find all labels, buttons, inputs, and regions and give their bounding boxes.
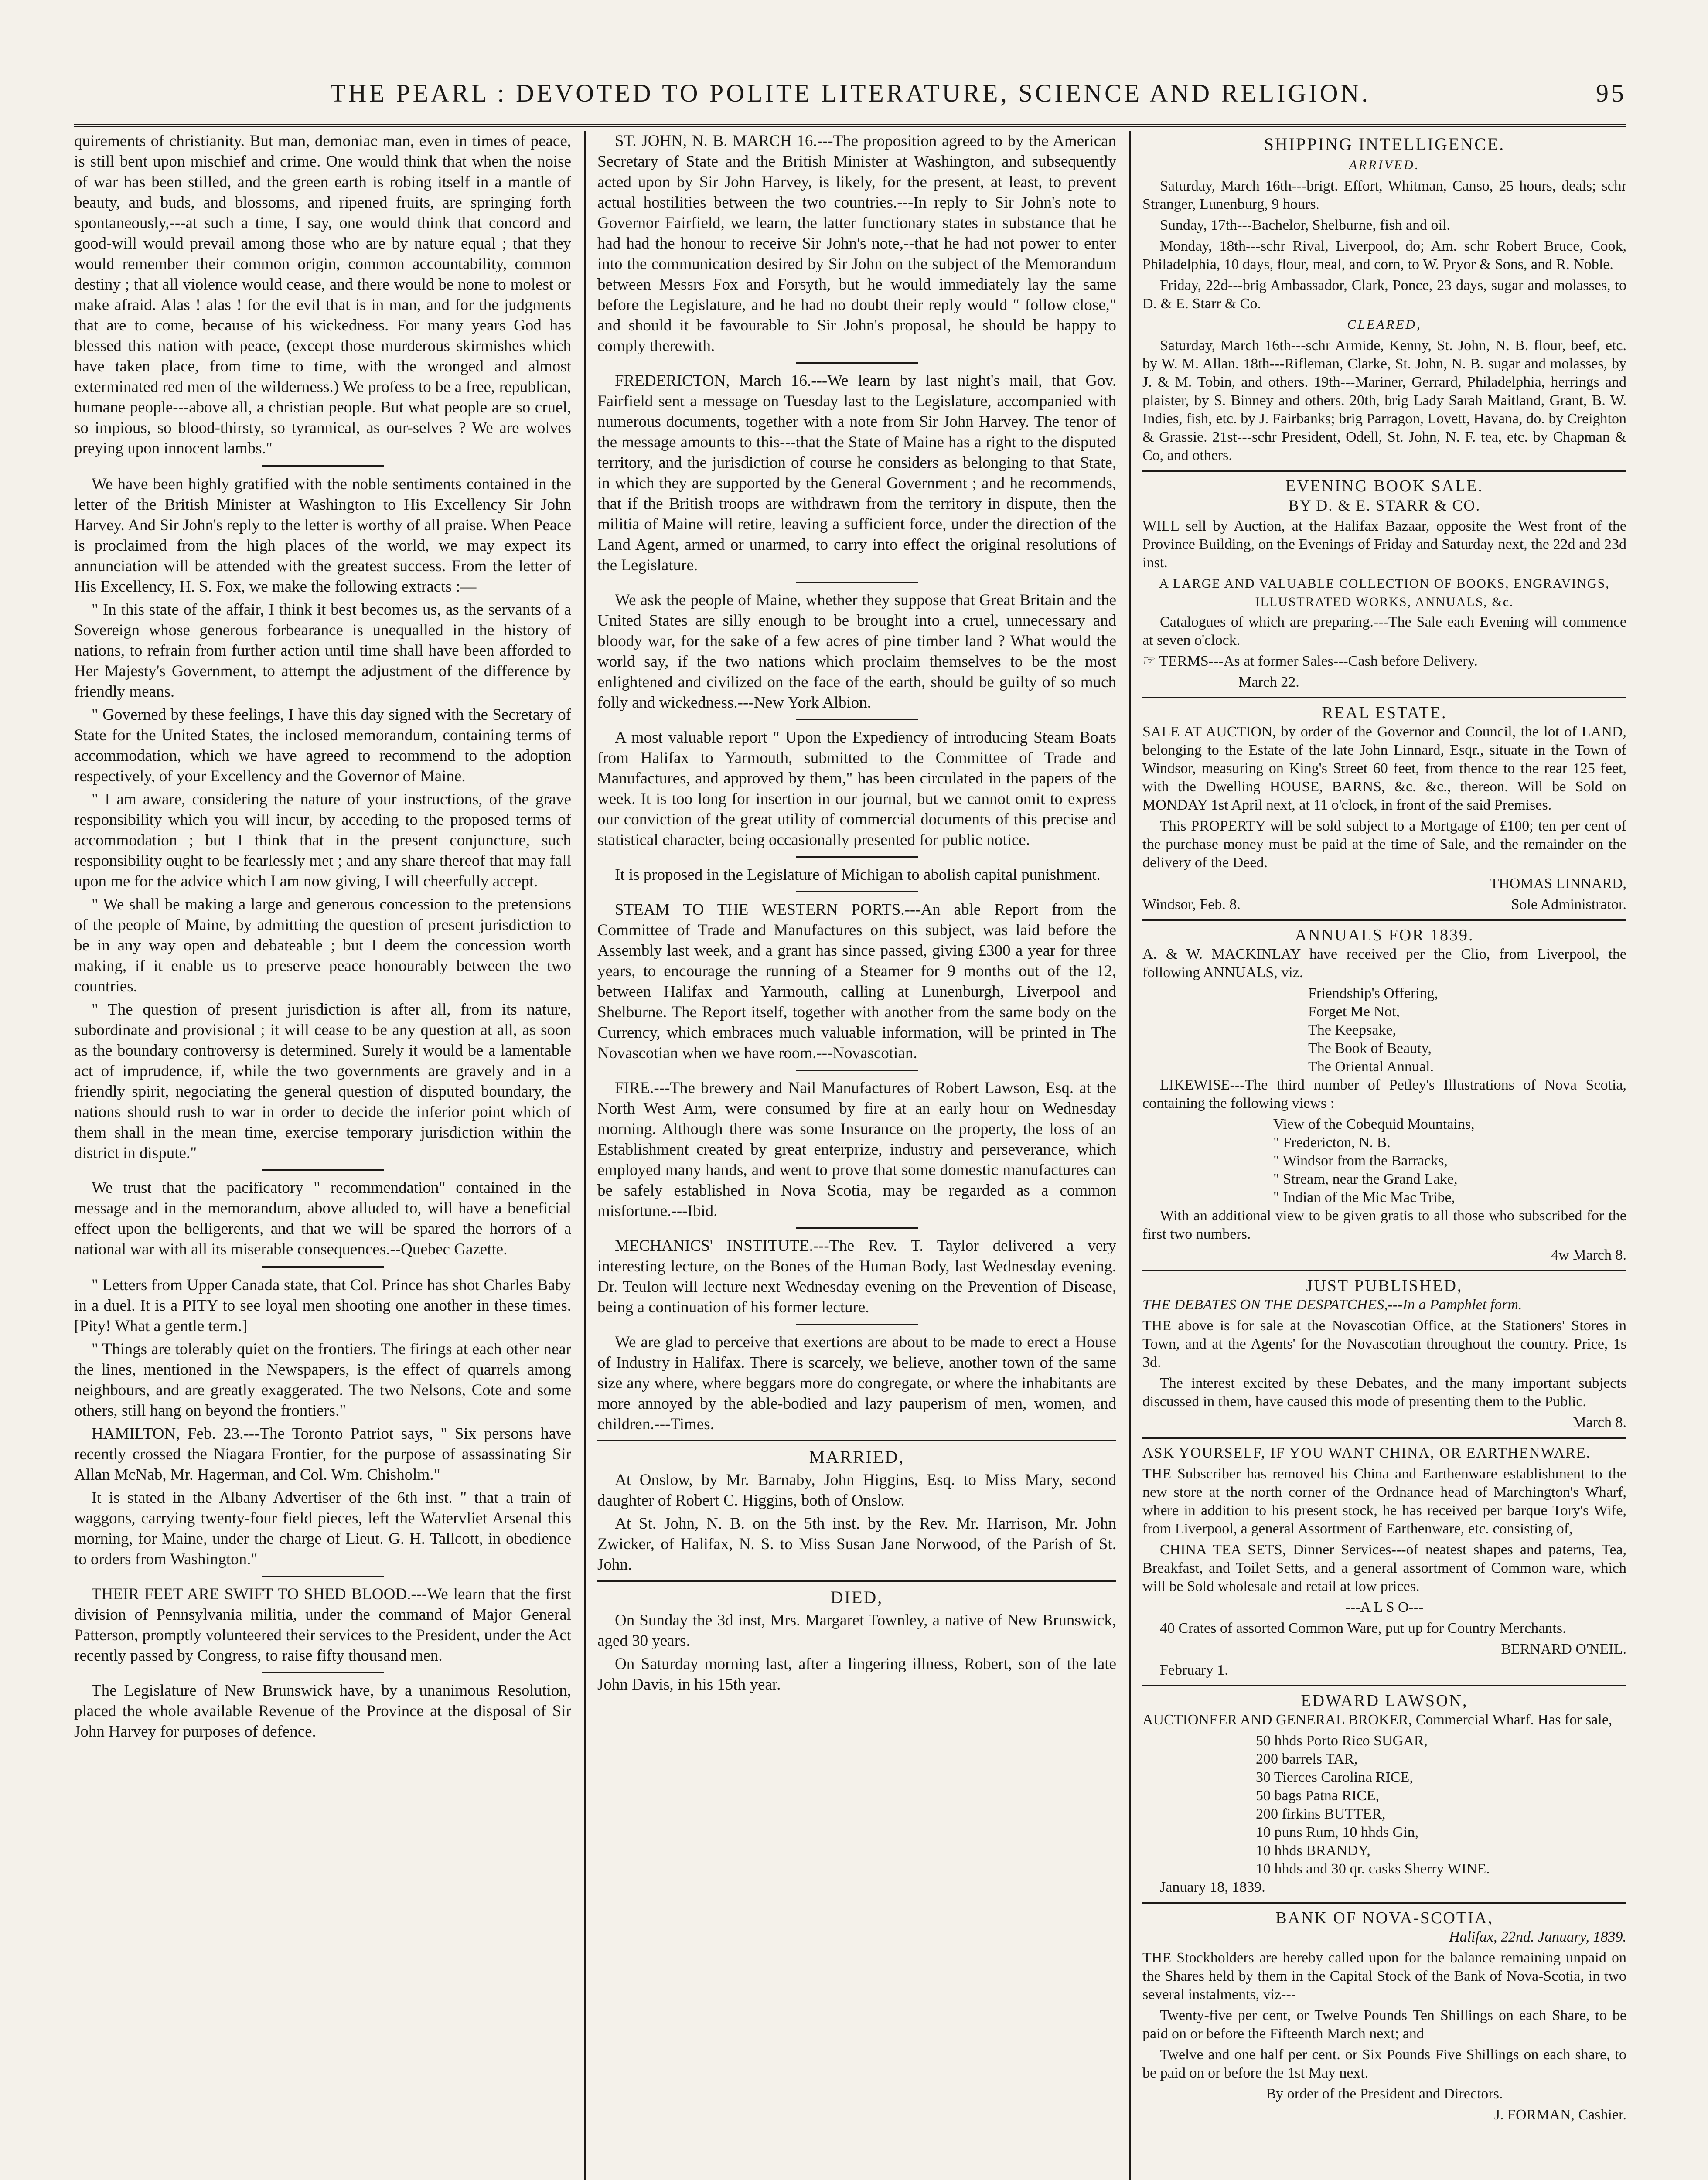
ad-paragraph: CHINA TEA SETS, Dinner Services---of neatest shapes and paterns, Tea, Breakfast, and Toilet Setts, and a general assortment of Common ware, which will be Sold wholesale and retail at low prices.: [1142, 1542, 1626, 1594]
article-paragraph: ST. JOHN, N. B. MARCH 16.---The proposition agreed to by the American Secretary of State and the British Minister at Washington, and subsequently acted upon by Sir John Harvey, is likely, for the present, at least, to prevent actual hostilities between the two countries.---In reply to Sir John's note to Governor Fairfield, we learn, the latter functionary states in substance that he had had the honour to receive Sir John's note,--that he had not power to enter into the communication desired by Sir John on the subject of the Memorandum between Messrs Fox and Forsyth, but he would immediately lay the same before the Legislature, and he had no doubt their reply would " follow close," and should it be favourable to Sir John's proposal, he should be happy to comply therewith.: [597, 132, 1116, 355]
masthead-title: THE PEARL : DEVOTED TO POLITE LITERATURE, SCIENCE AND RELIGION.: [330, 79, 1370, 107]
separator: [796, 1324, 918, 1325]
notice-paragraph: On Sunday the 3d inst, Mrs. Margaret Townley, a native of New Brunswick, aged 30 years.: [597, 1611, 1116, 1650]
ad-date: January 18, 1839.: [1160, 1879, 1265, 1895]
ad-signature: BERNARD O'NEIL.: [1501, 1641, 1626, 1657]
ad-paragraph: SALE AT AUCTION, by order of the Governor and Council, the lot of LAND, belonging to the Estate of the late John Linnard, Esqr., situate in the Town of Windsor, measuring on King's Street 60 feet, from thence to the rear 125 feet, with the Dwelling HOUSE, BARNS, &c. &c., thereon. Will be Sold on MONDAY 1st April next, at 11 o'clock, in front of the said Premises.: [1142, 724, 1626, 813]
separator: [796, 891, 918, 892]
just-published-title: JUST PUBLISHED,: [1306, 1277, 1463, 1295]
ad-paragraph: Catalogues of which are preparing.---The Sale each Evening will commence at seven o'clock.: [1142, 614, 1626, 648]
article-paragraph: A most valuable report " Upon the Expediency of introducing Steam Boats from Halifax to Yarmouth, submitted to the Committee of Trade and Manufactures, and approved by them," has been circulated in the papers of the week. It is too long for insertion in our journal, but we cannot omit to express our conviction of the great utility of commercial documents of this precise and statistical character, being occasionally presented for public notice.: [597, 729, 1116, 849]
ad-paragraph: Twenty-five per cent, or Twelve Pounds Ten Shillings on each Share, to be paid on or before the Fifteenth March next; and: [1142, 2007, 1626, 2042]
list-item: 10 hhds and 30 qr. casks Sherry WINE.: [1256, 1861, 1490, 1877]
list-item: " Indian of the Mic Mac Tribe,: [1273, 1189, 1456, 1206]
ad-terms: ☞ TERMS---As at former Sales---Cash before Delivery.: [1142, 653, 1478, 669]
views-list: [1142, 1115, 1626, 1207]
list-item: 10 puns Rum, 10 hhds Gin,: [1256, 1824, 1419, 1840]
article-paragraph: " We shall be making a large and generous concession to the pretensions of the people of Maine, by admitting the question of present jurisdiction to be in any way open and debateable ; but I deem the concession worth making, if it enable us to preserve peace honourably between the two countries.: [74, 896, 571, 995]
annuals-list: [1142, 984, 1626, 1076]
shipping-entry: Saturday, March 16th---schr Armide, Kenny, St. John, N. B. flour, beef, etc. by W. M. Allan. 18th---Rifleman, Clarke, St. John, N. B. sugar and molasses, by J. & M. Tobin, and others. 19th---Mariner, Gerrard, Philadelphia, herrings and plaister, by S. Binney and others. 20th, brig Lady Sarah Maitland, Grant, B. W. Indies, fish, etc. by J. Fairbanks; brig Parragon, Lovett, Havana, do. by Creighton & Grassie. 21st---schr President, Odell, St. John, N. F. tea, etc. by Chapman & Co, and others.: [1142, 337, 1626, 463]
ad-paragraph: WILL sell by Auction, at the Halifax Bazaar, opposite the West front of the Province Building, on the Evenings of Friday and Saturday next, the 22d and 23d inst.: [1142, 518, 1626, 571]
article-paragraph: quirements of christianity. But man, demoniac man, even in times of peace, is still bent upon mischief and crime. One would think that when the noise of war has been stilled, and the green earth is robing itself in a mantle of beauty, and buds, and blossoms, and ripened fruits, are springing forth spontaneously,---at such a time, I say, one would think that concord and good-will would prevail among those who are by nature equal ; that they would remember their common origin, common accountability, common destiny ; that all violence would cease, and there would be none to molest or make afraid. Alas ! alas ! for the evil that is in man, and for the judgments that are to come, because of his wickedness. For many years God has blessed this nation with peace, (except those murderous skirmishes which have taken place, from time to time, with the wronged and almost exterminated red men of the wilderness.) We profess to be a free, republican, humane people---above all, a christian people. But what people are so cruel, so impious, so blood-thirsty, so tyrannical, as our-selves ? We are wolves preying upon innocent lambs.": [74, 132, 571, 457]
lawson-title: EDWARD LAWSON,: [1301, 1692, 1468, 1710]
evening-sale-title: EVENING BOOK SALE.: [1285, 477, 1484, 495]
ad-place-date: Windsor, Feb. 8.: [1142, 896, 1241, 913]
list-item: 200 firkins BUTTER,: [1256, 1806, 1386, 1822]
article-paragraph: " I am aware, considering the nature of your instructions, of the grave responsibility which you will incur, by acceding to the proposed terms of accommodation ; but I think that in the present conjuncture, such responsibility ought to be fearlessly met ; and any share thereof that may fall upon me for the advice which I am now giving, I will cheerfully accept.: [74, 790, 571, 890]
section-rule: [1142, 697, 1626, 698]
ad-paragraph: This PROPERTY will be sold subject to a Mortgage of £100; ten per cent of the purchase money must be paid at the time of Sale, and the remainder on the delivery of the Deed.: [1142, 818, 1626, 871]
article-paragraph: We are glad to perceive that exertions are about to be made to erect a House of Industry in Halifax. There is scarcely, we believe, another town of the same size any where, where beggars more do congregate, or where the inhabitants are more annoyed by the able-bodied and lazy pauperism of men, women, and children.---Times.: [597, 1333, 1116, 1433]
article-paragraph: " Things are tolerably quiet on the frontiers. The firings at each other near the lines, mentioned in the Newspapers, is the effect of quarrels among neighbours, and are greatly exaggerated. The two Nelsons, Cote and some others, still hang on beyond the frontiers.": [74, 1340, 571, 1420]
list-item: " Fredericton, N. B.: [1273, 1134, 1391, 1151]
list-item: 200 barrels TAR,: [1256, 1751, 1358, 1767]
article-paragraph: FIRE.---The brewery and Nail Manufactures of Robert Lawson, Esq. at the North West Arm, were consumed by fire at an early hour on Wednesday morning. Although there was some Insurance on the property, the loss of an Establishment created by great enterprize, industry and perseverance, which employed many hands, and went to prove that some domestic manufactures can be safely established in Nova Scotia, may be regarded as a common misfortune.---Ibid.: [597, 1079, 1116, 1220]
evening-sale-by: BY D. & E. STARR & CO.: [1288, 497, 1481, 514]
annuals-title: ANNUALS FOR 1839.: [1295, 926, 1474, 944]
article-paragraph: " The question of present jurisdiction is after all, from its nature, subordinate and provisional ; it will cease to be any question at all, as soon as the boundary controversy is determined. Surely it would be a lamentable act of imprudence, if, while the two governments are gravely and in a friendly spirit, negociating the general question of disputed boundary, the nations should rush to war in order to decide the inferior point which of them shall in the mean time, exercise temporary jurisdiction within the district in dispute.": [74, 1001, 571, 1162]
list-item: 30 Tierces Carolina RICE,: [1256, 1769, 1413, 1785]
ad-paragraph: 40 Crates of assorted Common Ware, put up for Country Merchants.: [1160, 1620, 1566, 1636]
ad-paragraph: Twelve and one half per cent. or Six Pounds Five Shillings on each share, to be paid on or before the 1st May next.: [1142, 2047, 1626, 2081]
separator: [796, 582, 918, 583]
masthead-rule: [74, 124, 1626, 127]
real-estate-title: REAL ESTATE.: [1322, 704, 1447, 722]
separator: [796, 362, 918, 364]
column-divider-1: [584, 131, 586, 2180]
section-rule: [1142, 1437, 1626, 1439]
column-divider-2: [1129, 131, 1131, 2180]
ad-date: March 8.: [1573, 1414, 1626, 1431]
article-paragraph: STEAM TO THE WESTERN PORTS.---An able Report from the Committee of Trade and Manufactures on this subject, was laid before the Assembly last week, and a grant has since passed, giving £300 a year for three years, to encourage the running of a Steamer for 9 months out of the 12, between Halifax and Yarmouth, calling at Lunenburgh, Liverpool and Shelburne. The Report itself, together with another from the same body on the Currency, which embraces much valuable information, will be printed in The Novascotian when we have room.---Novascotian.: [597, 901, 1116, 1062]
married-heading: MARRIED,: [809, 1447, 905, 1467]
separator: [262, 1672, 384, 1673]
section-rule: [1142, 470, 1626, 472]
ad-paragraph: THE Stockholders are hereby called upon for the balance remaining unpaid on the Shares held by them in the Capital Stock of the Bank of Nova-Scotia, in two several instalments, viz---: [1142, 1950, 1626, 2003]
separator: [262, 465, 384, 467]
ad-date: Halifax, 22nd. January, 1839.: [1449, 1929, 1626, 1945]
ad-paragraph: With an additional view to be given gratis to all those who subscribed for the first two numbers.: [1142, 1208, 1626, 1242]
ad-caps-line: A LARGE AND VALUABLE COLLECTION OF BOOKS, ENGRAVINGS, ILLUSTRATED WORKS, ANNUALS, &c.: [1159, 576, 1610, 609]
article-paragraph: We trust that the pacificatory " recommendation" contained in the message and in the memorandum, above alluded to, will have a beneficial effect upon the belligerents, and that we will be spared the horrors of a national war with all its miserable consequences.--Quebec Gazette.: [74, 1179, 571, 1258]
separator: [262, 1169, 384, 1171]
list-item: Friendship's Offering,: [1308, 985, 1439, 1001]
ad-paragraph: THE Subscriber has removed his China and Earthenware establishment to the new store at the north corner of the Ordnance head of Marchington's Wharf, where in addition to his present stock, he has received per barque Tory's Wife, from Liverpool, a general Assortment of Earthenware, etc. consisting of,: [1142, 1466, 1626, 1537]
ad-date: 4w March 8.: [1551, 1247, 1626, 1263]
article-paragraph: THEIR FEET ARE SWIFT TO SHED BLOOD.---We learn that the first division of Pennsylvania militia, under the command of Major General Patterson, promptly volunteered their services to the President, under the Act recently passed by Congress, to raise fifty thousand men.: [74, 1585, 571, 1665]
list-item: Forget Me Not,: [1308, 1004, 1400, 1020]
notice-paragraph: On Saturday morning last, after a lingering illness, Robert, son of the late John Davis, in his 15th year.: [597, 1655, 1116, 1693]
list-item: View of the Cobequid Mountains,: [1273, 1116, 1475, 1132]
article-paragraph: We ask the people of Maine, whether they suppose that Great Britain and the United States are silly enough to be brought into a cruel, unnecessary and bloody war, for the sake of a few acres of pine timber land ? What would the world say, if the two nations which proclaim themselves to be the most enlightened and civilized on the face of the earth, should be guilty of so much folly and wickedness.---New York Albion.: [597, 591, 1116, 712]
section-rule: [1142, 1685, 1626, 1686]
article-paragraph: HAMILTON, Feb. 23.---The Toronto Patriot says, " Six persons have recently crossed the Niagara Frontier, for the purpose of assassinating Sir Allan McNab, Mr. Hagerman, and Col. Wm. Chisholm.": [74, 1425, 571, 1484]
ad-paragraph: LIKEWISE---The third number of Petley's Illustrations of Nova Scotia, containing the following views :: [1142, 1077, 1626, 1111]
section-rule: [1142, 1902, 1626, 1904]
ad-paragraph: THE above is for sale at the Novascotian Office, at the Stationers' Stores in Town, and at the Agents' for the Novascotian throughout the country. Price, 1s 3d.: [1142, 1318, 1626, 1370]
article-paragraph: We have been highly gratified with the noble sentiments contained in the letter of the British Minister at Washington to His Excellency Sir John Harvey. And Sir John's reply to the letter is worthy of all praise. When Peace is proclaimed from the high places of the world, we may expect its annunciation will be attended with the greatest success. From the letter of His Excellency, H. S. Fox, we make the following extracts :—: [74, 475, 571, 596]
section-rule: [1142, 1270, 1626, 1271]
ad-signature: THOMAS LINNARD,: [1490, 875, 1626, 892]
page-number: 95: [1596, 79, 1626, 107]
ad-footer: [1142, 896, 1626, 914]
shipping-entry: Saturday, March 16th---brigt. Effort, Whitman, Canso, 25 hours, deals; schr Stranger, Lunenburg, 9 hours.: [1142, 178, 1626, 212]
separator: [796, 856, 918, 858]
list-item: 50 hhds Porto Rico SUGAR,: [1256, 1733, 1428, 1749]
article-paragraph: MECHANICS' INSTITUTE.---The Rev. T. Taylor delivered a very interesting lecture, on the Bones of the Human Body, last Wednesday evening. Dr. Teulon will lecture next Wednesday evening on the Prevention of Disease, being a continuation of his former lecture.: [597, 1237, 1116, 1316]
shipping-entry: Friday, 22d---brig Ambassador, Clark, Ponce, 23 days, sugar and molasses, to D. & E. Starr & Co.: [1142, 277, 1626, 312]
died-heading: DIED,: [830, 1587, 883, 1607]
column-1: [74, 131, 571, 2180]
section-rule: [597, 1580, 1116, 1582]
list-item: The Keepsake,: [1308, 1022, 1397, 1038]
list-item: The Book of Beauty,: [1308, 1040, 1432, 1056]
ad-signature: J. FORMAN, Cashier.: [1494, 2107, 1626, 2123]
arrived-heading: ARRIVED.: [1349, 158, 1420, 172]
column-2: [597, 131, 1116, 2180]
column-3: [1142, 131, 1626, 2180]
article-paragraph: " Letters from Upper Canada state, that Col. Prince has shot Charles Baby in a duel. It is a PITY to see loyal men shooting one another in these times. [Pity! What a gentle term.]: [74, 1276, 571, 1335]
ad-role: Sole Administrator.: [1511, 896, 1626, 913]
goods-list: [1142, 1732, 1626, 1878]
article-paragraph: It is proposed in the Legislature of Michigan to abolish capital punishment.: [615, 866, 1101, 884]
ad-paragraph: The interest excited by these Debates, and the many important subjects discussed in them, have caused this mode of presenting them to the Public.: [1142, 1375, 1626, 1410]
article-paragraph: It is stated in the Albany Advertiser of the 6th inst. " that a train of waggons, carrying twenty-four field pieces, left the Watervliet Arsenal this morning, for Maine, under the charge of Lieut. G. H. Tallcott, in obedience to orders from Washington.": [74, 1489, 571, 1568]
ad-order: By order of the President and Directors.: [1266, 2086, 1503, 2102]
notice-paragraph: At Onslow, by Mr. Barnaby, John Higgins, Esq. to Miss Mary, second daughter of Robert C. Higgins, both of Onslow.: [597, 1471, 1116, 1509]
separator: [796, 1227, 918, 1229]
separator: [796, 1070, 918, 1071]
list-item: " Windsor from the Barracks,: [1273, 1153, 1448, 1169]
article-paragraph: FREDERICTON, March 16.---We learn by last night's mail, that Gov. Fairfield sent a message on Tuesday last to the Legislature, accompanied with numerous documents, together with a note from Sir John Harvey. The tenor of the message amounts to this---that the State of Maine has a right to the disputed territory, and the jurisdiction of course he considers as belonging to that State, in which they are supported by the General Government ; and he recommends, that if the British troops are withdrawn from the territory in dispute, then the militia of Maine will retire, leaving a sufficient force, under the direction of the Land Agent, armed or unarmed, to carry into effect the original resolutions of the Legislature.: [597, 372, 1116, 574]
ad-paragraph: AUCTIONEER AND GENERAL BROKER, Commercial Wharf. Has for sale,: [1142, 1712, 1613, 1728]
list-item: 10 hhds BRANDY,: [1256, 1843, 1370, 1859]
bank-title: BANK OF NOVA-SCOTIA,: [1275, 1909, 1493, 1927]
separator: [796, 719, 918, 720]
notice-paragraph: At St. John, N. B. on the 5th inst. by the Rev. Mr. Harrison, Mr. John Zwicker, of Halifax, N. S. to Miss Susan Jane Norwood, of the Parish of St. John.: [597, 1515, 1116, 1574]
shipping-heading: SHIPPING INTELLIGENCE.: [1264, 134, 1505, 154]
list-item: The Oriental Annual.: [1308, 1059, 1434, 1075]
ad-date: March 22.: [1238, 674, 1299, 690]
cleared-heading: CLEARED,: [1347, 317, 1422, 332]
shipping-entry: Sunday, 17th---Bachelor, Shelburne, fish and oil.: [1160, 217, 1450, 233]
ad-paragraph: A. & W. MACKINLAY have received per the Clio, from Liverpool, the following ANNUALS, viz.: [1142, 946, 1626, 981]
separator: [262, 1576, 384, 1577]
section-rule: [1142, 919, 1626, 921]
article-paragraph: " Governed by these feelings, I have this day signed with the Secretary of State for the United States, the inclosed memorandum, containing terms of accommodation, which we have agreed to recommend to the adoption respectively, of your Excellency and the Governor of Maine.: [74, 706, 571, 785]
separator: [262, 1266, 384, 1268]
article-paragraph: " In this state of the affair, I think it best becomes us, as the servants of a Sovereign whose generous forbearance is unequalled in the history of nations, to refrain from further action until time shall have been afforded to Her Majesty's Government, to attempt the adjustment of the difference by friendly means.: [74, 601, 571, 701]
article-paragraph: The Legislature of New Brunswick have, by a unanimous Resolution, placed the whole available Revenue of the Province at the disposal of Sir John Harvey for purposes of defence.: [74, 1682, 571, 1741]
list-item: 50 bags Patna RICE,: [1256, 1788, 1380, 1804]
shipping-entry: Monday, 18th---schr Rival, Liverpool, do; Am. schr Robert Bruce, Cook, Philadelphia, 10 days, flour, meal, and corn, to W. Pryor & Sons, and R. Noble.: [1142, 238, 1626, 272]
section-rule: [597, 1440, 1116, 1441]
list-item: " Stream, near the Grand Lake,: [1273, 1171, 1458, 1187]
masthead: [74, 78, 1626, 126]
ad-date: February 1.: [1160, 1662, 1228, 1678]
china-title: ASK YOURSELF, IF YOU WANT CHINA, OR EARTHENWARE.: [1142, 1445, 1591, 1461]
ad-subtitle: THE DEBATES ON THE DESPATCHES,---In a Pamphlet form.: [1142, 1297, 1522, 1313]
ad-also: ---A L S O---: [1345, 1599, 1424, 1615]
